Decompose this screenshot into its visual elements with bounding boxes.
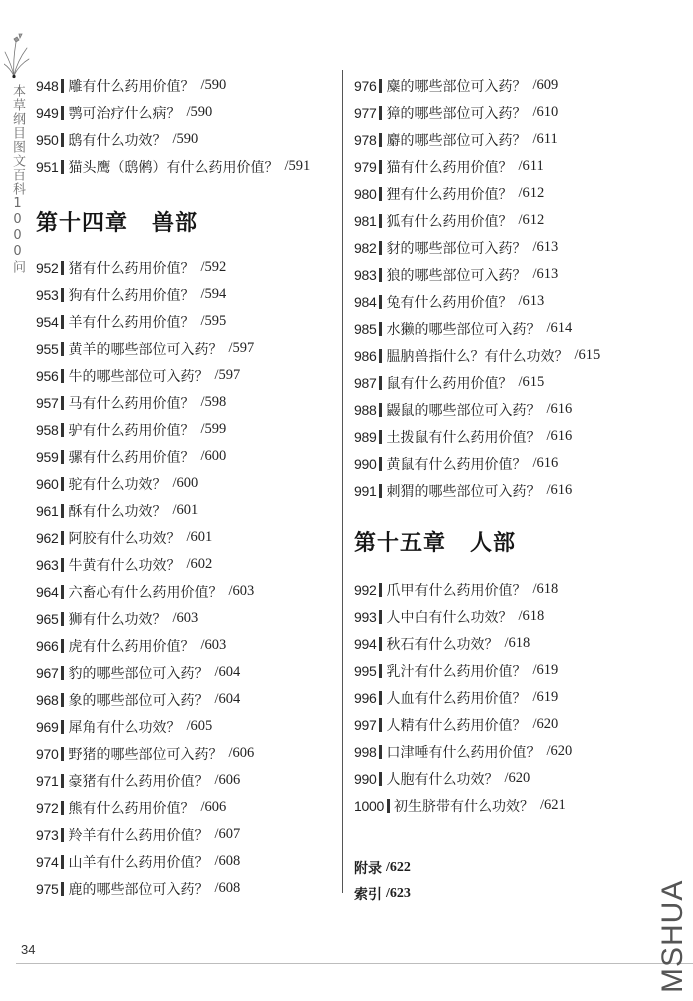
entry-page-ref: /610 [532, 104, 559, 120]
entry-separator-bar [379, 187, 382, 201]
entry-number: 962 [36, 529, 59, 546]
entry-page-ref: /606 [200, 799, 227, 815]
entry-number: 998 [354, 743, 377, 760]
entry-separator-bar [61, 612, 64, 626]
toc-entry[interactable] [36, 308, 331, 335]
entry-page-ref: /616 [546, 482, 573, 498]
entry-question: 刺猬的哪些部位可入药？ [386, 483, 541, 500]
entry-separator-bar [61, 288, 64, 302]
entry-question: 猫有什么药用价值？ [386, 159, 513, 176]
entry-question: 阿胶有什么功效？ [68, 530, 181, 547]
page-number: 34 [21, 942, 36, 957]
entry-question: 鸱有什么功效？ [68, 132, 167, 149]
entry-page-ref: /618 [518, 608, 545, 624]
chapter-number: 第十四章 [36, 210, 129, 236]
toc-entry[interactable] [36, 632, 331, 659]
entry-separator-bar [379, 214, 382, 228]
entry-number: 994 [354, 635, 377, 652]
toc-entry[interactable] [36, 254, 331, 281]
entry-question: 驼有什么功效？ [68, 476, 167, 493]
entry-question: 牛的哪些部位可入药？ [68, 368, 209, 385]
entry-number: 1000 [354, 797, 384, 814]
toc-entry[interactable] [36, 551, 331, 578]
toc-entry[interactable] [36, 524, 331, 551]
entry-separator-bar [61, 342, 64, 356]
entry-separator-bar [61, 450, 64, 464]
entry-page-ref: /604 [214, 664, 241, 680]
toc-entry[interactable] [354, 180, 654, 207]
entry-question: 人血有什么药用价值？ [386, 690, 527, 707]
toc-entry[interactable] [36, 470, 331, 497]
entry-page-ref: /618 [504, 635, 531, 651]
entry-list-top [36, 72, 331, 180]
entry-number: 960 [36, 475, 59, 492]
entry-number: 982 [354, 239, 377, 256]
entry-question: 狗有什么药用价值？ [68, 287, 195, 304]
entry-number: 990 [354, 770, 377, 787]
toc-entry[interactable] [36, 740, 331, 767]
entry-number: 976 [354, 77, 377, 94]
entry-number: 959 [36, 448, 59, 465]
entry-separator-bar [379, 403, 382, 417]
toc-entry[interactable] [36, 875, 331, 902]
entry-question: 犀角有什么功效？ [68, 719, 181, 736]
entry-number: 990 [354, 455, 377, 472]
entry-number: 986 [354, 347, 377, 364]
toc-entry[interactable] [354, 792, 654, 819]
appendix-page-ref: /623 [386, 886, 411, 901]
entry-separator-bar [61, 882, 64, 896]
toc-entry[interactable] [36, 72, 331, 99]
toc-entry[interactable] [36, 416, 331, 443]
toc-entry[interactable] [354, 423, 654, 450]
entry-separator-bar [61, 531, 64, 545]
toc-entry[interactable] [354, 99, 654, 126]
entry-question: 狮有什么功效？ [68, 611, 167, 628]
entry-question: 鼹鼠的哪些部位可入药？ [386, 402, 541, 419]
entry-question: 鼠有什么药用价值？ [386, 375, 513, 392]
entry-separator-bar [379, 160, 382, 174]
toc-entry[interactable] [354, 261, 654, 288]
appendix-list [354, 855, 654, 907]
entry-separator-bar [379, 133, 382, 147]
entry-separator-bar [379, 745, 382, 759]
entry-page-ref: /620 [546, 743, 573, 759]
entry-separator-bar [379, 295, 382, 309]
entry-page-ref: /621 [539, 797, 566, 813]
entry-number: 985 [354, 320, 377, 337]
entry-number: 979 [354, 158, 377, 175]
entry-separator-bar [379, 772, 382, 786]
entry-separator-bar [61, 639, 64, 653]
entry-number: 983 [354, 266, 377, 283]
entry-separator-bar [379, 637, 382, 651]
entry-separator-bar [379, 79, 382, 93]
entry-separator-bar [61, 720, 64, 734]
entry-question: 羊有什么药用价值？ [68, 314, 195, 331]
toc-entry[interactable] [354, 207, 654, 234]
entry-separator-bar [61, 774, 64, 788]
entry-number: 989 [354, 428, 377, 445]
entry-number: 974 [36, 853, 59, 870]
toc-entry[interactable] [36, 578, 331, 605]
entry-page-ref: /612 [518, 185, 545, 201]
entry-separator-bar [61, 369, 64, 383]
entry-page-ref: /611 [532, 131, 558, 147]
entry-number: 978 [354, 131, 377, 148]
entry-number: 956 [36, 367, 59, 384]
entry-number: 966 [36, 637, 59, 654]
entry-number: 950 [36, 131, 59, 148]
entry-number: 988 [354, 401, 377, 418]
chapter-number: 第十五章 [354, 530, 447, 556]
chapter-heading-14 [36, 208, 331, 238]
entry-question: 野猪的哪些部位可入药？ [68, 746, 223, 763]
entry-separator-bar [61, 585, 64, 599]
entry-separator-bar [379, 106, 382, 120]
entry-question: 黄鼠有什么药用价值？ [386, 456, 527, 473]
entry-separator-bar [61, 423, 64, 437]
entry-page-ref: /605 [186, 718, 213, 734]
entry-list-main [36, 254, 331, 902]
appendix-entry[interactable] [354, 881, 654, 907]
entry-separator-bar [379, 457, 382, 471]
entry-question: 人中白有什么功效？ [386, 609, 513, 626]
entry-separator-bar [379, 583, 382, 597]
entry-page-ref: /597 [214, 367, 241, 383]
entry-page-ref: /613 [532, 266, 559, 282]
entry-number: 953 [36, 286, 59, 303]
toc-entry[interactable] [354, 657, 654, 684]
entry-question: 驴有什么药用价值？ [68, 422, 195, 439]
entry-page-ref: /619 [532, 662, 559, 678]
toc-entry[interactable] [36, 153, 331, 180]
entry-separator-bar [61, 396, 64, 410]
entry-number: 971 [36, 772, 59, 789]
entry-question: 人胞有什么功效？ [386, 771, 499, 788]
appendix-page-ref: /622 [386, 860, 411, 875]
entry-separator-bar [61, 261, 64, 275]
entry-number: 949 [36, 104, 59, 121]
entry-question: 酥有什么功效？ [68, 503, 167, 520]
entry-number: 981 [354, 212, 377, 229]
entry-number: 955 [36, 340, 59, 357]
entry-question: 猪有什么药用价值？ [68, 260, 195, 277]
entry-page-ref: /616 [532, 455, 559, 471]
toc-right-column [354, 72, 654, 907]
toc-entry[interactable] [354, 288, 654, 315]
entry-separator-bar [379, 610, 382, 624]
entry-page-ref: /616 [546, 428, 573, 444]
entry-page-ref: /601 [172, 502, 199, 518]
entry-separator-bar [61, 828, 64, 842]
entry-separator-bar [61, 558, 64, 572]
entry-number: 993 [354, 608, 377, 625]
toc-entry[interactable] [36, 686, 331, 713]
entry-separator-bar [387, 799, 390, 813]
appendix-label: 附录 [354, 861, 382, 877]
toc-entry[interactable] [354, 738, 654, 765]
entry-list-after [354, 576, 654, 819]
entry-number: 987 [354, 374, 377, 391]
entry-separator-bar [61, 477, 64, 491]
toc-entry[interactable] [354, 477, 654, 504]
entry-separator-bar [379, 691, 382, 705]
entry-number: 961 [36, 502, 59, 519]
entry-question: 豺的哪些部位可入药？ [386, 240, 527, 257]
entry-question: 爪甲有什么药用价值？ [386, 582, 527, 599]
entry-question: 豪猪有什么药用价值？ [68, 773, 209, 790]
entry-number: 968 [36, 691, 59, 708]
entry-page-ref: /590 [200, 77, 227, 93]
entry-number: 958 [36, 421, 59, 438]
entry-separator-bar [61, 315, 64, 329]
entry-number: 970 [36, 745, 59, 762]
entry-page-ref: /599 [200, 421, 227, 437]
entry-page-ref: /615 [574, 347, 601, 363]
toc-left-column [36, 72, 331, 902]
entry-question: 麋的哪些部位可入药？ [386, 78, 527, 95]
entry-separator-bar [379, 718, 382, 732]
entry-number: 972 [36, 799, 59, 816]
entry-separator-bar [379, 268, 382, 282]
entry-page-ref: /590 [172, 131, 199, 147]
entry-page-ref: /600 [200, 448, 227, 464]
entry-page-ref: /620 [532, 716, 559, 732]
toc-entry[interactable] [36, 99, 331, 126]
entry-question: 鹿的哪些部位可入药？ [68, 881, 209, 898]
entry-number: 975 [36, 880, 59, 897]
entry-page-ref: /613 [518, 293, 545, 309]
entry-question: 乳汁有什么药用价值？ [386, 663, 527, 680]
toc-entry[interactable] [354, 576, 654, 603]
entry-number: 963 [36, 556, 59, 573]
entry-separator-bar [379, 322, 382, 336]
appendix-label: 索引 [354, 887, 382, 903]
toc-entry[interactable] [354, 369, 654, 396]
entry-question: 狸有什么药用价值？ [386, 186, 513, 203]
entry-question: 虎有什么药用价值？ [68, 638, 195, 655]
toc-entry[interactable] [354, 72, 654, 99]
entry-number: 996 [354, 689, 377, 706]
entry-question: 豹的哪些部位可入药？ [68, 665, 209, 682]
entry-question: 腽肭兽指什么？有什么功效？ [386, 348, 569, 365]
entry-separator-bar [61, 79, 64, 93]
entry-question: 狐有什么药用价值？ [386, 213, 513, 230]
entry-question: 口津唾有什么药用价值？ [386, 744, 541, 761]
entry-question: 马有什么药用价值？ [68, 395, 195, 412]
entry-page-ref: /620 [504, 770, 531, 786]
entry-question: 狼的哪些部位可入药？ [386, 267, 527, 284]
toc-entry[interactable] [36, 848, 331, 875]
chapter-title: 人部 [470, 530, 517, 556]
entry-number: 991 [354, 482, 377, 499]
toc-entry[interactable] [354, 315, 654, 342]
entry-separator-bar [379, 349, 382, 363]
entry-question: 秋石有什么功效？ [386, 636, 499, 653]
entry-page-ref: /595 [200, 313, 227, 329]
toc-entry[interactable] [354, 234, 654, 261]
entry-separator-bar [379, 430, 382, 444]
entry-separator-bar [379, 241, 382, 255]
entry-page-ref: /592 [200, 259, 227, 275]
entry-question: 熊有什么药用价值？ [68, 800, 195, 817]
column-divider [342, 70, 343, 893]
entry-separator-bar [61, 801, 64, 815]
toc-entry[interactable] [36, 713, 331, 740]
toc-entry[interactable] [36, 794, 331, 821]
entry-separator-bar [61, 693, 64, 707]
entry-page-ref: /613 [532, 239, 559, 255]
entry-separator-bar [61, 747, 64, 761]
entry-page-ref: /600 [172, 475, 199, 491]
entry-question: 麝的哪些部位可入药？ [386, 132, 527, 149]
book-side-title: 本草纲目图文百科1000问 [10, 84, 25, 274]
entry-number: 977 [354, 104, 377, 121]
entry-number: 973 [36, 826, 59, 843]
entry-number: 948 [36, 77, 59, 94]
entry-question: 人精有什么药用价值？ [386, 717, 527, 734]
entry-separator-bar [379, 484, 382, 498]
entry-question: 牛黄有什么功效？ [68, 557, 181, 574]
entry-page-ref: /606 [228, 745, 255, 761]
entry-question: 獐的哪些部位可入药？ [386, 105, 527, 122]
entry-question: 兔有什么药用价值？ [386, 294, 513, 311]
entry-page-ref: /606 [214, 772, 241, 788]
entry-question: 鹗可治疗什么病？ [68, 105, 181, 122]
entry-page-ref: /603 [228, 583, 255, 599]
entry-number: 980 [354, 185, 377, 202]
entry-page-ref: /615 [518, 374, 545, 390]
entry-question: 山羊有什么药用价值？ [68, 854, 209, 871]
entry-page-ref: /607 [214, 826, 241, 842]
footer-rule [16, 963, 693, 964]
entry-separator-bar [379, 376, 382, 390]
entry-number: 951 [36, 158, 59, 175]
entry-number: 964 [36, 583, 59, 600]
entry-page-ref: /609 [532, 77, 559, 93]
toc-entry[interactable] [36, 335, 331, 362]
entry-page-ref: /601 [186, 529, 213, 545]
entry-question: 水獭的哪些部位可入药？ [386, 321, 541, 338]
entry-page-ref: /598 [200, 394, 227, 410]
chapter-heading-15 [354, 528, 654, 558]
entry-page-ref: /603 [172, 610, 199, 626]
toc-entry[interactable] [354, 630, 654, 657]
entry-question: 六畜心有什么药用价值？ [68, 584, 223, 601]
chapter-title: 兽部 [152, 210, 199, 236]
entry-question: 初生脐带有什么功效？ [393, 798, 534, 815]
toc-entry[interactable] [354, 765, 654, 792]
toc-entry[interactable] [354, 684, 654, 711]
entry-number: 965 [36, 610, 59, 627]
toc-entry[interactable] [354, 342, 654, 369]
entry-number: 992 [354, 581, 377, 598]
entry-separator-bar [61, 133, 64, 147]
entry-question: 雕有什么药用价值？ [68, 78, 195, 95]
entry-separator-bar [61, 106, 64, 120]
entry-number: 995 [354, 662, 377, 679]
book-title-strip [4, 28, 30, 274]
appendix-entry[interactable] [354, 855, 654, 881]
entry-page-ref: /614 [546, 320, 573, 336]
entry-page-ref: /597 [228, 340, 255, 356]
entry-number: 954 [36, 313, 59, 330]
entry-separator-bar [61, 160, 64, 174]
entry-list-main [354, 72, 654, 504]
entry-page-ref: /604 [214, 691, 241, 707]
entry-page-ref: /603 [200, 637, 227, 653]
entry-question: 黄羊的哪些部位可入药？ [68, 341, 223, 358]
entry-separator-bar [61, 855, 64, 869]
entry-number: 997 [354, 716, 377, 733]
entry-page-ref: /612 [518, 212, 545, 228]
toc-entry[interactable] [36, 497, 331, 524]
entry-page-ref: /594 [200, 286, 227, 302]
entry-question: 象的哪些部位可入药？ [68, 692, 209, 709]
entry-question: 土拨鼠有什么药用价值？ [386, 429, 541, 446]
entry-number: 969 [36, 718, 59, 735]
entry-page-ref: /608 [214, 853, 241, 869]
entry-page-ref: /591 [284, 158, 311, 174]
entry-page-ref: /619 [532, 689, 559, 705]
toc-entry[interactable] [354, 711, 654, 738]
entry-page-ref: /608 [214, 880, 241, 896]
toc-entry[interactable] [354, 126, 654, 153]
toc-entry[interactable] [36, 443, 331, 470]
toc-entry[interactable] [354, 603, 654, 630]
entry-page-ref: /602 [186, 556, 213, 572]
toc-entry[interactable] [354, 153, 654, 180]
entry-question: 猫头鹰（鸱鸺）有什么药用价值？ [68, 159, 279, 176]
toc-entry[interactable] [36, 605, 331, 632]
entry-number: 984 [354, 293, 377, 310]
toc-entry[interactable] [36, 126, 331, 153]
toc-entry[interactable] [36, 659, 331, 686]
entry-number: 957 [36, 394, 59, 411]
toc-entry[interactable] [354, 450, 654, 477]
entry-separator-bar [61, 504, 64, 518]
entry-page-ref: /618 [532, 581, 559, 597]
toc-entry[interactable] [36, 362, 331, 389]
entry-separator-bar [379, 664, 382, 678]
orchid-plant-icon [4, 28, 30, 80]
toc-entry[interactable] [36, 281, 331, 308]
entry-page-ref: /616 [546, 401, 573, 417]
toc-entry[interactable] [354, 396, 654, 423]
watermark: MSHUA [656, 879, 689, 993]
entry-question: 羚羊有什么药用价值？ [68, 827, 209, 844]
entry-page-ref: /611 [518, 158, 544, 174]
entry-number: 967 [36, 664, 59, 681]
toc-entry[interactable] [36, 767, 331, 794]
entry-page-ref: /590 [186, 104, 213, 120]
entry-question: 骡有什么药用价值？ [68, 449, 195, 466]
entry-separator-bar [61, 666, 64, 680]
toc-entry[interactable] [36, 821, 331, 848]
toc-entry[interactable] [36, 389, 331, 416]
entry-number: 952 [36, 259, 59, 276]
